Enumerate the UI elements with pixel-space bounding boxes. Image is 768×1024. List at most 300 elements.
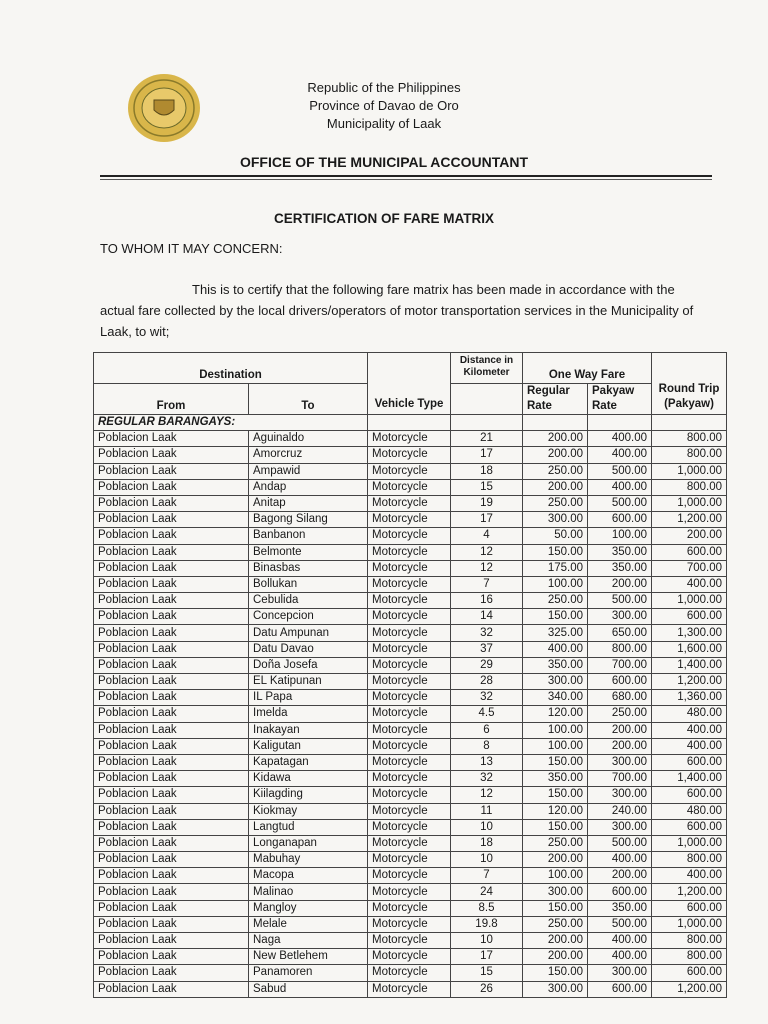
cell-round-trip: 600.00: [652, 787, 727, 803]
cell-regular-rate: 300.00: [523, 512, 588, 528]
cell-regular-rate: 150.00: [523, 965, 588, 981]
cell-regular-rate: 200.00: [523, 431, 588, 447]
cell-to: New Betlehem: [249, 949, 368, 965]
cell-round-trip: 1,200.00: [652, 512, 727, 528]
cell-regular-rate: 250.00: [523, 835, 588, 851]
cell-vehicle-type: Motorcycle: [368, 479, 451, 495]
cell-pakyaw-rate: 600.00: [588, 981, 652, 997]
cell-pakyaw-rate: 350.00: [588, 560, 652, 576]
cell-to: Sabud: [249, 981, 368, 997]
cell-to: Macopa: [249, 868, 368, 884]
cell-pakyaw-rate: 700.00: [588, 657, 652, 673]
cell-from: Poblacion Laak: [94, 916, 249, 932]
cell-regular-rate: 200.00: [523, 852, 588, 868]
cell-to: Cebulida: [249, 593, 368, 609]
cell-vehicle-type: Motorcycle: [368, 916, 451, 932]
cell-to: Kaligutan: [249, 738, 368, 754]
header-distance: Distance in Kilometer: [451, 353, 523, 384]
cell-to: Aguinaldo: [249, 431, 368, 447]
cell-pakyaw-rate: 240.00: [588, 803, 652, 819]
cell-distance: 7: [451, 868, 523, 884]
cell-to: Malinao: [249, 884, 368, 900]
cell-distance: 17: [451, 512, 523, 528]
table-row: [94, 949, 727, 965]
cell-distance: 8: [451, 738, 523, 754]
cell-from: Poblacion Laak: [94, 690, 249, 706]
cell-round-trip: 400.00: [652, 738, 727, 754]
cell-to: Datu Davao: [249, 641, 368, 657]
cell-regular-rate: 150.00: [523, 819, 588, 835]
cell-regular-rate: 300.00: [523, 674, 588, 690]
cell-regular-rate: 50.00: [523, 528, 588, 544]
cell-from: Poblacion Laak: [94, 819, 249, 835]
table-row: [94, 447, 727, 463]
cell-to: Ampawid: [249, 463, 368, 479]
cell-vehicle-type: Motorcycle: [368, 625, 451, 641]
cell-distance: 12: [451, 544, 523, 560]
table-row: [94, 657, 727, 673]
cell-pakyaw-rate: 500.00: [588, 495, 652, 511]
cell-distance: 21: [451, 431, 523, 447]
cell-regular-rate: 150.00: [523, 754, 588, 770]
cell-to: Binasbas: [249, 560, 368, 576]
cell-distance: 13: [451, 754, 523, 770]
blank-cell: [523, 415, 588, 431]
cell-round-trip: 700.00: [652, 560, 727, 576]
cell-distance: 17: [451, 447, 523, 463]
cell-pakyaw-rate: 200.00: [588, 738, 652, 754]
cell-from: Poblacion Laak: [94, 722, 249, 738]
table-row: [94, 706, 727, 722]
cell-regular-rate: 100.00: [523, 722, 588, 738]
cell-pakyaw-rate: 400.00: [588, 933, 652, 949]
cell-distance: 15: [451, 965, 523, 981]
cell-vehicle-type: Motorcycle: [368, 544, 451, 560]
cell-round-trip: 600.00: [652, 900, 727, 916]
cell-vehicle-type: Motorcycle: [368, 447, 451, 463]
cell-pakyaw-rate: 400.00: [588, 431, 652, 447]
cell-to: Andap: [249, 479, 368, 495]
cell-pakyaw-rate: 200.00: [588, 576, 652, 592]
table-row: [94, 803, 727, 819]
cell-pakyaw-rate: 300.00: [588, 787, 652, 803]
cell-round-trip: 600.00: [652, 609, 727, 625]
cell-vehicle-type: Motorcycle: [368, 738, 451, 754]
cell-round-trip: 1,300.00: [652, 625, 727, 641]
cell-vehicle-type: Motorcycle: [368, 657, 451, 673]
cell-vehicle-type: Motorcycle: [368, 463, 451, 479]
table-row: [94, 576, 727, 592]
cell-distance: 4: [451, 528, 523, 544]
cell-from: Poblacion Laak: [94, 479, 249, 495]
cell-round-trip: 1,000.00: [652, 916, 727, 932]
cell-to: EL Katipunan: [249, 674, 368, 690]
cell-regular-rate: 200.00: [523, 949, 588, 965]
cell-from: Poblacion Laak: [94, 641, 249, 657]
cell-from: Poblacion Laak: [94, 803, 249, 819]
cell-distance: 7: [451, 576, 523, 592]
cell-from: Poblacion Laak: [94, 868, 249, 884]
cell-distance: 10: [451, 819, 523, 835]
cell-round-trip: 600.00: [652, 754, 727, 770]
cell-round-trip: 1,400.00: [652, 771, 727, 787]
cell-round-trip: 1,200.00: [652, 674, 727, 690]
cell-round-trip: 1,000.00: [652, 495, 727, 511]
cell-vehicle-type: Motorcycle: [368, 771, 451, 787]
cell-regular-rate: 100.00: [523, 868, 588, 884]
table-row: [94, 431, 727, 447]
cell-to: Bollukan: [249, 576, 368, 592]
table-row: [94, 835, 727, 851]
header-municipality: Municipality of Laak: [326, 116, 442, 131]
header-to: To: [249, 384, 368, 415]
cell-vehicle-type: Motorcycle: [368, 609, 451, 625]
cell-distance: 15: [451, 479, 523, 495]
cell-vehicle-type: Motorcycle: [368, 965, 451, 981]
cell-vehicle-type: Motorcycle: [368, 819, 451, 835]
cell-pakyaw-rate: 800.00: [588, 641, 652, 657]
cell-distance: 19: [451, 495, 523, 511]
cell-to: Longanapan: [249, 835, 368, 851]
office-name: OFFICE OF THE MUNICIPAL ACCOUNTANT: [239, 154, 529, 170]
cell-from: Poblacion Laak: [94, 593, 249, 609]
cell-regular-rate: 150.00: [523, 609, 588, 625]
cell-distance: 32: [451, 625, 523, 641]
cell-vehicle-type: Motorcycle: [368, 852, 451, 868]
cell-to: Concepcion: [249, 609, 368, 625]
table-row: [94, 754, 727, 770]
table-row: [94, 479, 727, 495]
cell-round-trip: 480.00: [652, 706, 727, 722]
cell-from: Poblacion Laak: [94, 544, 249, 560]
cell-pakyaw-rate: 350.00: [588, 544, 652, 560]
cell-from: Poblacion Laak: [94, 431, 249, 447]
cell-to: Naga: [249, 933, 368, 949]
cell-to: Mangloy: [249, 900, 368, 916]
cell-vehicle-type: Motorcycle: [368, 803, 451, 819]
cell-regular-rate: 175.00: [523, 560, 588, 576]
cell-to: Belmonte: [249, 544, 368, 560]
table-row: [94, 771, 727, 787]
cell-vehicle-type: Motorcycle: [368, 512, 451, 528]
cell-to: Anitap: [249, 495, 368, 511]
cell-to: Mabuhay: [249, 852, 368, 868]
cell-from: Poblacion Laak: [94, 576, 249, 592]
cell-pakyaw-rate: 650.00: [588, 625, 652, 641]
cell-pakyaw-rate: 600.00: [588, 674, 652, 690]
cell-regular-rate: 200.00: [523, 933, 588, 949]
cell-pakyaw-rate: 200.00: [588, 722, 652, 738]
cell-round-trip: 600.00: [652, 544, 727, 560]
cell-vehicle-type: Motorcycle: [368, 868, 451, 884]
cell-pakyaw-rate: 400.00: [588, 949, 652, 965]
cell-pakyaw-rate: 350.00: [588, 900, 652, 916]
cell-vehicle-type: Motorcycle: [368, 706, 451, 722]
cell-to: Panamoren: [249, 965, 368, 981]
table-row: [94, 900, 727, 916]
cell-round-trip: 400.00: [652, 576, 727, 592]
table-row: [94, 868, 727, 884]
cell-vehicle-type: Motorcycle: [368, 949, 451, 965]
cell-to: Kapatagan: [249, 754, 368, 770]
cell-to: Bagong Silang: [249, 512, 368, 528]
cell-pakyaw-rate: 400.00: [588, 852, 652, 868]
cell-distance: 12: [451, 560, 523, 576]
cell-distance: 14: [451, 609, 523, 625]
cell-regular-rate: 150.00: [523, 900, 588, 916]
table-row: [94, 609, 727, 625]
table-row: [94, 981, 727, 997]
cell-pakyaw-rate: 680.00: [588, 690, 652, 706]
cell-from: Poblacion Laak: [94, 495, 249, 511]
cell-pakyaw-rate: 500.00: [588, 835, 652, 851]
cell-round-trip: 1,000.00: [652, 593, 727, 609]
cell-to: Melale: [249, 916, 368, 932]
certification-body: This is to certify that the following fare matrix has been made in accordance with the actual fare collected by the local drivers/operators of motor transportation services in the Municipality of Laak, to wit;: [100, 282, 694, 339]
cell-to: Doña Josefa: [249, 657, 368, 673]
header-round-trip: Round Trip (Pakyaw): [652, 353, 727, 415]
cell-to: Imelda: [249, 706, 368, 722]
cell-round-trip: 400.00: [652, 868, 727, 884]
header-destination: Destination: [94, 353, 368, 384]
cell-regular-rate: 350.00: [523, 771, 588, 787]
table-row: [94, 528, 727, 544]
table-row: [94, 819, 727, 835]
cell-round-trip: 800.00: [652, 447, 727, 463]
header-one-way-fare: One Way Fare: [523, 353, 652, 384]
cell-round-trip: 1,200.00: [652, 981, 727, 997]
cell-regular-rate: 300.00: [523, 884, 588, 900]
cell-pakyaw-rate: 300.00: [588, 754, 652, 770]
header-republic: Republic of the Philippines: [307, 80, 461, 95]
cell-from: Poblacion Laak: [94, 463, 249, 479]
cell-from: Poblacion Laak: [94, 706, 249, 722]
cell-from: Poblacion Laak: [94, 852, 249, 868]
cell-to: Datu Ampunan: [249, 625, 368, 641]
section-row: [94, 415, 727, 431]
cell-round-trip: 800.00: [652, 949, 727, 965]
cell-to: Banbanon: [249, 528, 368, 544]
table-row: [94, 852, 727, 868]
cell-round-trip: 1,400.00: [652, 657, 727, 673]
cell-from: Poblacion Laak: [94, 754, 249, 770]
blank-cell: [368, 415, 451, 431]
header-divider: [100, 175, 712, 177]
cell-distance: 18: [451, 463, 523, 479]
cell-from: Poblacion Laak: [94, 447, 249, 463]
table-row: [94, 722, 727, 738]
cell-from: Poblacion Laak: [94, 933, 249, 949]
header-province: Province of Davao de Oro: [309, 98, 459, 113]
cell-vehicle-type: Motorcycle: [368, 593, 451, 609]
cell-pakyaw-rate: 500.00: [588, 593, 652, 609]
table-row: [94, 787, 727, 803]
cell-from: Poblacion Laak: [94, 657, 249, 673]
cell-vehicle-type: Motorcycle: [368, 981, 451, 997]
cell-from: Poblacion Laak: [94, 900, 249, 916]
cell-vehicle-type: Motorcycle: [368, 884, 451, 900]
cell-regular-rate: 250.00: [523, 463, 588, 479]
cell-vehicle-type: Motorcycle: [368, 690, 451, 706]
table-row: [94, 641, 727, 657]
header-regular-rate: Regular Rate: [523, 384, 588, 415]
cell-round-trip: 600.00: [652, 965, 727, 981]
cell-round-trip: 1,000.00: [652, 463, 727, 479]
cell-round-trip: 800.00: [652, 431, 727, 447]
cell-pakyaw-rate: 600.00: [588, 884, 652, 900]
cell-from: Poblacion Laak: [94, 884, 249, 900]
cell-round-trip: 600.00: [652, 819, 727, 835]
cell-regular-rate: 250.00: [523, 593, 588, 609]
cell-distance: 17: [451, 949, 523, 965]
cell-regular-rate: 200.00: [523, 479, 588, 495]
cell-to: IL Papa: [249, 690, 368, 706]
table-row: [94, 495, 727, 511]
cell-from: Poblacion Laak: [94, 965, 249, 981]
table-row: [94, 884, 727, 900]
cell-regular-rate: 200.00: [523, 447, 588, 463]
cell-distance: 26: [451, 981, 523, 997]
cell-distance: 37: [451, 641, 523, 657]
blank-cell: [451, 415, 523, 431]
cell-from: Poblacion Laak: [94, 528, 249, 544]
cell-distance: 8.5: [451, 900, 523, 916]
fare-matrix-table: [93, 352, 727, 998]
cell-round-trip: 1,360.00: [652, 690, 727, 706]
cell-distance: 6: [451, 722, 523, 738]
cell-to: Inakayan: [249, 722, 368, 738]
table-row: [94, 690, 727, 706]
blank-cell: [588, 415, 652, 431]
cell-distance: 28: [451, 674, 523, 690]
cell-to: Kiilagding: [249, 787, 368, 803]
cell-distance: 10: [451, 933, 523, 949]
cell-pakyaw-rate: 100.00: [588, 528, 652, 544]
cell-distance: 18: [451, 835, 523, 851]
cell-vehicle-type: Motorcycle: [368, 431, 451, 447]
cell-round-trip: 1,600.00: [652, 641, 727, 657]
cell-regular-rate: 325.00: [523, 625, 588, 641]
table-row: [94, 560, 727, 576]
cell-distance: 32: [451, 690, 523, 706]
cell-vehicle-type: Motorcycle: [368, 528, 451, 544]
cell-to: Kiokmay: [249, 803, 368, 819]
cell-round-trip: 1,000.00: [652, 835, 727, 851]
cell-from: Poblacion Laak: [94, 609, 249, 625]
cell-from: Poblacion Laak: [94, 625, 249, 641]
cell-pakyaw-rate: 400.00: [588, 447, 652, 463]
cell-vehicle-type: Motorcycle: [368, 754, 451, 770]
greeting: TO WHOM IT MAY CONCERN:: [100, 241, 283, 256]
table-row: [94, 965, 727, 981]
cell-from: Poblacion Laak: [94, 560, 249, 576]
cell-pakyaw-rate: 300.00: [588, 965, 652, 981]
cell-distance: 29: [451, 657, 523, 673]
cell-distance: 16: [451, 593, 523, 609]
cell-regular-rate: 100.00: [523, 576, 588, 592]
cell-pakyaw-rate: 250.00: [588, 706, 652, 722]
table-row: [94, 933, 727, 949]
cell-regular-rate: 120.00: [523, 706, 588, 722]
cell-regular-rate: 150.00: [523, 544, 588, 560]
cell-distance: 4.5: [451, 706, 523, 722]
header-vehicle-type: Vehicle Type: [368, 353, 451, 415]
cell-round-trip: 800.00: [652, 852, 727, 868]
cell-to: Langtud: [249, 819, 368, 835]
cell-vehicle-type: Motorcycle: [368, 674, 451, 690]
table-row: [94, 512, 727, 528]
cell-to: Kidawa: [249, 771, 368, 787]
cell-regular-rate: 250.00: [523, 495, 588, 511]
cell-from: Poblacion Laak: [94, 787, 249, 803]
table-row: [94, 593, 727, 609]
table-row: [94, 625, 727, 641]
cell-from: Poblacion Laak: [94, 738, 249, 754]
cell-regular-rate: 250.00: [523, 916, 588, 932]
cell-pakyaw-rate: 500.00: [588, 916, 652, 932]
cell-distance: 10: [451, 852, 523, 868]
cell-vehicle-type: Motorcycle: [368, 722, 451, 738]
cell-round-trip: 400.00: [652, 722, 727, 738]
header-from: From: [94, 384, 249, 415]
cell-regular-rate: 400.00: [523, 641, 588, 657]
table-row: [94, 544, 727, 560]
table-row: [94, 674, 727, 690]
cell-distance: 24: [451, 884, 523, 900]
cell-round-trip: 200.00: [652, 528, 727, 544]
cell-round-trip: 480.00: [652, 803, 727, 819]
table-row: [94, 738, 727, 754]
cell-distance: 32: [451, 771, 523, 787]
cell-from: Poblacion Laak: [94, 512, 249, 528]
cell-round-trip: 800.00: [652, 933, 727, 949]
cell-distance: 19.8: [451, 916, 523, 932]
cell-regular-rate: 340.00: [523, 690, 588, 706]
blank-cell: [652, 415, 727, 431]
cell-pakyaw-rate: 500.00: [588, 463, 652, 479]
document-title: CERTIFICATION OF FARE MATRIX: [274, 211, 494, 226]
table-row: [94, 916, 727, 932]
cell-vehicle-type: Motorcycle: [368, 576, 451, 592]
cell-distance: 11: [451, 803, 523, 819]
cell-from: Poblacion Laak: [94, 981, 249, 997]
cell-vehicle-type: Motorcycle: [368, 835, 451, 851]
cell-from: Poblacion Laak: [94, 949, 249, 965]
cell-regular-rate: 120.00: [523, 803, 588, 819]
cell-pakyaw-rate: 600.00: [588, 512, 652, 528]
cell-vehicle-type: Motorcycle: [368, 933, 451, 949]
cell-pakyaw-rate: 300.00: [588, 609, 652, 625]
cell-from: Poblacion Laak: [94, 771, 249, 787]
cell-vehicle-type: Motorcycle: [368, 900, 451, 916]
cell-vehicle-type: Motorcycle: [368, 495, 451, 511]
table-row: [94, 463, 727, 479]
header-pakyaw-rate: Pakyaw Rate: [588, 384, 652, 415]
cell-regular-rate: 350.00: [523, 657, 588, 673]
cell-round-trip: 800.00: [652, 479, 727, 495]
cell-regular-rate: 300.00: [523, 981, 588, 997]
cell-pakyaw-rate: 700.00: [588, 771, 652, 787]
cell-round-trip: 1,200.00: [652, 884, 727, 900]
cell-regular-rate: 100.00: [523, 738, 588, 754]
cell-pakyaw-rate: 400.00: [588, 479, 652, 495]
cell-distance: 12: [451, 787, 523, 803]
cell-from: Poblacion Laak: [94, 835, 249, 851]
cell-vehicle-type: Motorcycle: [368, 641, 451, 657]
header-distance-blank: [451, 384, 523, 415]
cell-vehicle-type: Motorcycle: [368, 787, 451, 803]
section-label: REGULAR BARANGAYS:: [94, 415, 368, 431]
